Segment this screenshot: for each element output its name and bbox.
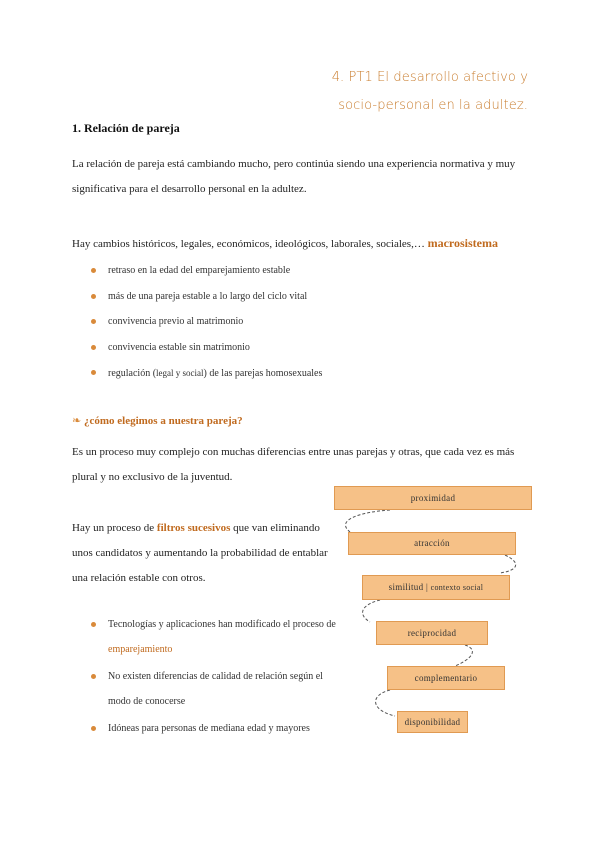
list-item: convivencia previo al matrimonio [88,312,322,338]
question-paragraph: Es un proceso muy complejo con muchas diferencias entre unas parejas y otras, que cada vez es más plural y no exclusivo de la juventud. [72,446,515,483]
list-item-text: Tecnologías y aplicaciones han modificado el proceso de [108,619,336,630]
filter-box-reciprocidad: reciprocidad [376,621,488,645]
sprout-icon: ❧ [72,415,82,427]
filter-box-separator: | [423,582,431,592]
filtros-highlight: filtros sucesivos [156,522,231,534]
list-item: retraso en la edad del emparejamiento estable [88,261,322,287]
filters-text: que van eliminando unos candidatos y aumentando la probabilidad de entablar una relación estable con otros. [72,522,328,584]
connector-line [455,645,472,666]
list-item: Idóneas para personas de mediana edad y mayores [88,716,338,741]
filter-box-proximidad: proximidad [334,486,532,510]
filter-box-atraccion: atracción [348,532,516,555]
connector-line [376,690,395,716]
connector-line [500,555,516,573]
list-item-text: ) de las parejas homosexuales [203,368,323,379]
filter-box-label: similitud [388,582,424,592]
question-title: ¿cómo elegimos a nuestra pareja? [83,415,243,427]
emparejamiento-highlight: emparejamiento [108,644,173,655]
filter-box-complementario: complementario [387,666,505,690]
connector-line [363,600,380,622]
list-item-text: regulación ( [108,368,157,379]
list-item: más de una pareja estable a lo largo del ciclo vital [88,287,322,313]
list-item-small-text: legal y social [156,368,204,378]
filter-box-disponibilidad: disponibilidad [397,711,468,733]
list-item: convivencia estable sin matrimonio [88,338,322,364]
filter-box-label-extra: contexto social [430,583,484,592]
list-item: No existen diferencias de calidad de relación según el modo de conocerse [88,664,338,714]
changes-text: Hay cambios históricos, legales, económicos, ideológicos, laborales, sociales,… [72,238,428,250]
header-line-1: 4. PT1 El desarrollo afectivo y [331,70,528,85]
macrosistema-highlight: macrosistema [427,236,499,250]
filter-box-similitud [362,575,510,600]
connector-line [346,510,390,532]
header-line-2: socio-personal en la adultez. [338,98,528,113]
filters-text: Hay un proceso de [72,522,157,534]
intro-paragraph: La relación de pareja está cambiando mucho, pero continúa siendo una experiencia normativa y muy significativa para el desarrollo personal en la adultez. [72,158,516,195]
section-title: 1. Relación de pareja [72,121,180,135]
